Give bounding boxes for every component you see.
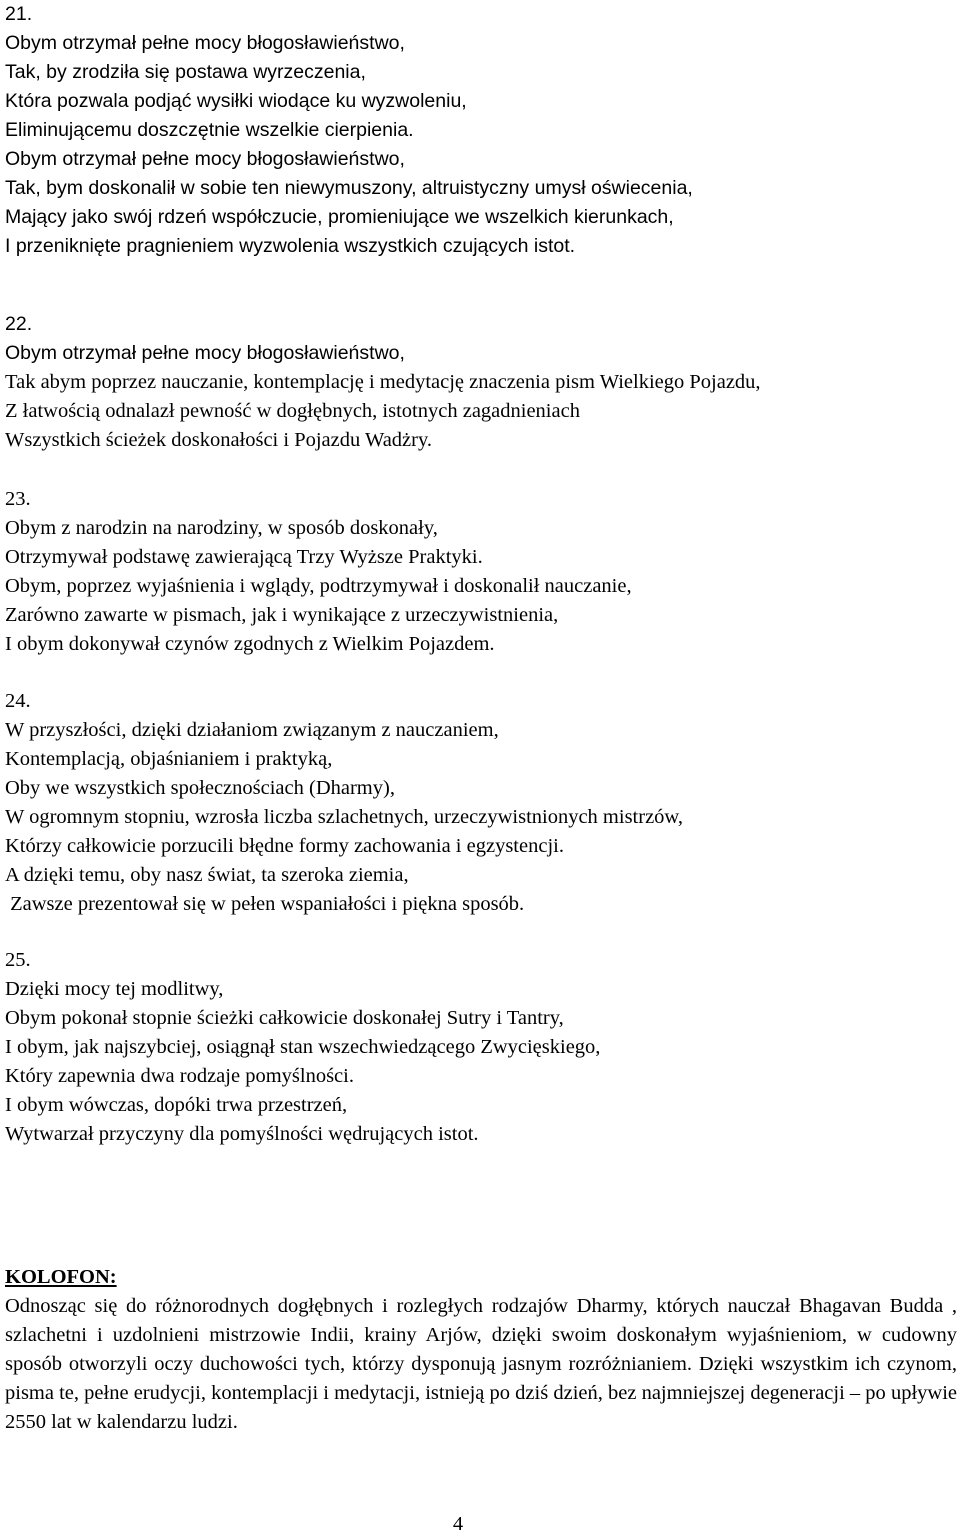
colophon: [5, 1263, 957, 1437]
verse-number: 22.: [5, 313, 33, 335]
colophon-text: Odnosząc się do różnorodnych dogłębnych i rozległych rodzajów Dharmy, których nauczał Bhagavan Budda , szlachetni i uzdolnieni mistrzowie Indii, krainy Arjów, dzięki swoim doskonałym wyjaśnieniom, w cudowny sposób otworzyli oczy duchowości tych, którzy dysponują jasnym rozróżnianiem. Dzięki wszystkim ich czynom, pisma te, pełne erudycji, kontemplacji i medytacji, istnieją po dziś dzień, bez najmniejszej degeneracji – po upływie 2550 lat w kalendarzu ludzi.: [5, 1295, 957, 1433]
verse-line: Oby we wszystkich społecznościach (Dharmy),: [5, 777, 395, 799]
verse-line: Obym z narodzin na narodziny, w sposób doskonały,: [5, 517, 438, 539]
verse-line: Obym otrzymał pełne mocy błogosławieństwo,: [5, 32, 405, 54]
verse-number: 21.: [5, 3, 33, 25]
verse-number: 23.: [5, 488, 31, 510]
verse-22: [5, 310, 957, 455]
verse-line: I obym dokonywał czynów zgodnych z Wielkim Pojazdem.: [5, 633, 495, 655]
verse-line: W ogromnym stopniu, wzrosła liczba szlachetnych, urzeczywistnionych mistrzów,: [5, 806, 684, 828]
verse-line: Z łatwością odnalazł pewność w dogłębnych, istotnych zagadnieniach: [5, 400, 580, 422]
verse-line: Eliminującemu doszczętnie wszelkie cierpienia.: [5, 119, 414, 141]
verse-23: [5, 485, 957, 659]
verse-24: [5, 687, 957, 919]
verse-line: Którzy całkowicie porzucili błędne formy zachowania i egzystencji.: [5, 835, 564, 857]
verse-line: I obym wówczas, dopóki trwa przestrzeń,: [5, 1094, 348, 1116]
verse-line: Mający jako swój rdzeń współczucie, promieniujące we wszelkich kierunkach,: [5, 206, 674, 228]
verse-line: A dzięki temu, oby nasz świat, ta szeroka ziemia,: [5, 864, 409, 886]
verse-line: Kontemplacją, objaśnianiem i praktyką,: [5, 748, 333, 770]
verse-line: Wytwarzał przyczyny dla pomyślności wędrujących istot.: [5, 1123, 479, 1145]
verse-line: Obym pokonał stopnie ścieżki całkowicie doskonałej Sutry i Tantry,: [5, 1007, 564, 1029]
verse-line: Zarówno zawarte w pismach, jak i wynikające z urzeczywistnienia,: [5, 604, 559, 626]
verse-line: Obym otrzymał pełne mocy błogosławieństwo,: [5, 342, 405, 364]
verse-number: 24.: [5, 690, 31, 712]
verse-line: Dzięki mocy tej modlitwy,: [5, 978, 224, 1000]
verse-25: [5, 946, 957, 1149]
verse-line: Tak abym poprzez nauczanie, kontemplację i medytację znaczenia pism Wielkiego Pojazdu,: [5, 371, 761, 393]
verse-number: 25.: [5, 949, 31, 971]
verse-line: Tak, by zrodziła się postawa wyrzeczenia,: [5, 61, 366, 83]
verse-line: Obym, poprzez wyjaśnienia i wglądy, podtrzymywał i doskonalił nauczanie,: [5, 575, 632, 597]
verse-line: Która pozwala podjąć wysiłki wiodące ku wyzwoleniu,: [5, 90, 467, 112]
verse-line: Tak, bym doskonalił w sobie ten niewymuszony, altruistyczny umysł oświecenia,: [5, 177, 693, 199]
verse-line: I obym, jak najszybciej, osiągnął stan wszechwiedzącego Zwycięskiego,: [5, 1036, 601, 1058]
colophon-title: KOLOFON:: [5, 1266, 117, 1288]
verse-21: [5, 0, 957, 261]
verse-line: Otrzymywał podstawę zawierającą Trzy Wyższe Praktyki.: [5, 546, 483, 568]
page-number: 4: [452, 1513, 464, 1535]
verse-line: Obym otrzymał pełne mocy błogosławieństwo,: [5, 148, 405, 170]
verse-line: W przyszłości, dzięki działaniom związanym z nauczaniem,: [5, 719, 499, 741]
verse-line: Który zapewnia dwa rodzaje pomyślności.: [5, 1065, 354, 1087]
verse-line: Wszystkich ścieżek doskonałości i Pojazdu Wadżry.: [5, 429, 433, 451]
verse-line: Zawsze prezentował się w pełen wspaniałości i piękna sposób.: [5, 893, 525, 915]
verse-line: I przeniknięte pragnieniem wyzwolenia wszystkich czujących istot.: [5, 235, 576, 257]
